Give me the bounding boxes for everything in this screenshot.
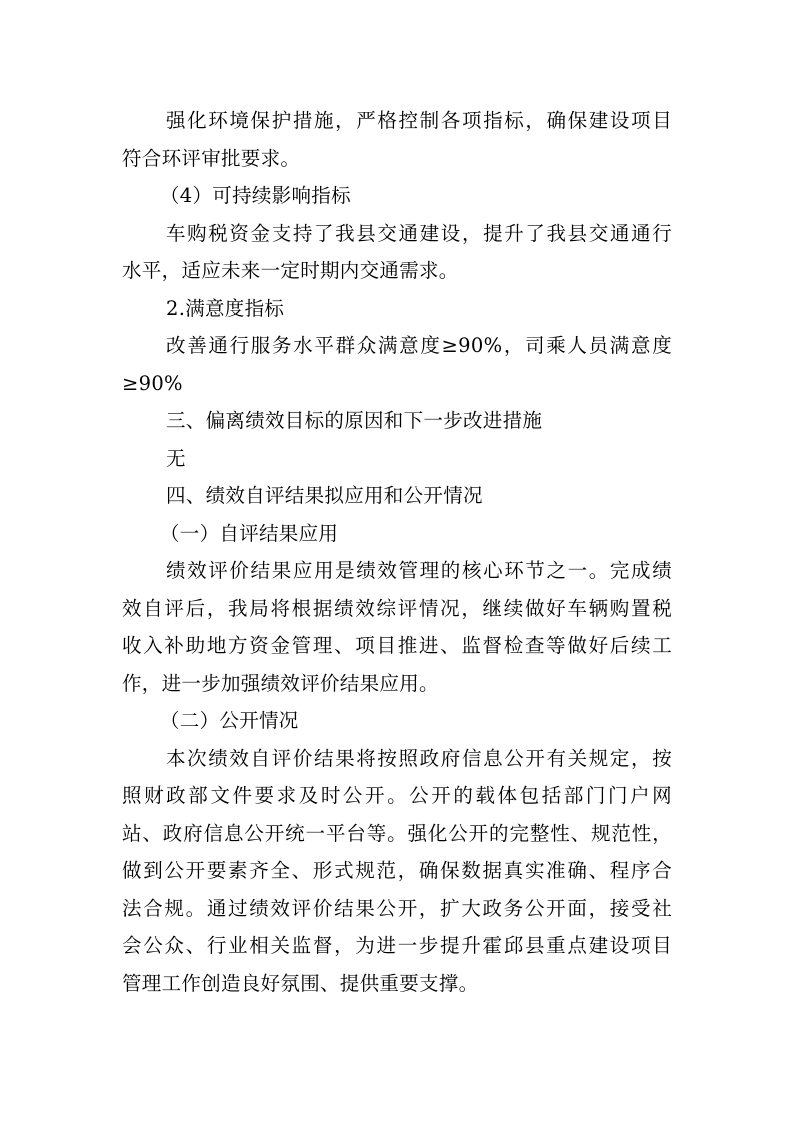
- subheading: （4）可持续影响指标: [160, 184, 351, 207]
- document-body: [122, 102, 672, 1002]
- paragraph-line: 水平，适应未来一定时期内交通需求。: [122, 259, 459, 282]
- paragraph-line: 车购税资金支持了我县交通建设，提升了我县交通通行: [166, 221, 672, 245]
- subheading: （一）自评结果应用: [160, 521, 339, 545]
- paragraph-line: 本次绩效自评价结果将按照政府信息公开有关规定，按: [166, 746, 672, 770]
- paragraph-line: 无: [166, 446, 186, 470]
- subheading: 2.满意度指标: [166, 296, 285, 320]
- paragraph-line: ≥90%: [122, 371, 183, 395]
- paragraph-line: 改善通行服务水平群众满意度≥90%，司乘人员满意度: [166, 334, 672, 357]
- paragraph-line: 收入补助地方资金管理、项目推进、监督检查等做好后续工: [122, 634, 672, 657]
- paragraph-line: 效自评后，我局将根据绩效综评情况，继续做好车辆购置税: [122, 596, 672, 620]
- paragraph-line: 会公众、行业相关监督，为进一步提升霍邱县重点建设项目: [122, 934, 672, 957]
- paragraph-line: 站、政府信息公开统一平台等。强化公开的完整性、规范性，: [122, 821, 672, 845]
- paragraph-line: 强化环境保护措施，严格控制各项指标，确保建设项目: [166, 109, 672, 132]
- paragraph-line: 照财政部文件要求及时公开。公开的载体包括部门门户网: [122, 784, 672, 807]
- paragraph-line: 绩效评价结果应用是绩效管理的核心环节之一。完成绩: [166, 559, 672, 582]
- section-heading: 四、绩效自评结果拟应用和公开情况: [166, 484, 483, 507]
- subheading: （二）公开情况: [160, 709, 299, 732]
- paragraph-line: 作，进一步加强绩效评价结果应用。: [122, 671, 439, 695]
- paragraph-line: 管理工作创造良好氛围、提供重要支撑。: [122, 971, 479, 995]
- paragraph-line: 做到公开要素齐全、形式规范，确保数据真实准确、程序合: [122, 859, 672, 882]
- section-heading: 三、偏离绩效目标的原因和下一步改进措施: [166, 409, 543, 432]
- paragraph-line: 法合规。通过绩效评价结果公开，扩大政务公开面，接受社: [122, 896, 672, 920]
- paragraph-line: 符合环评审批要求。: [122, 146, 301, 170]
